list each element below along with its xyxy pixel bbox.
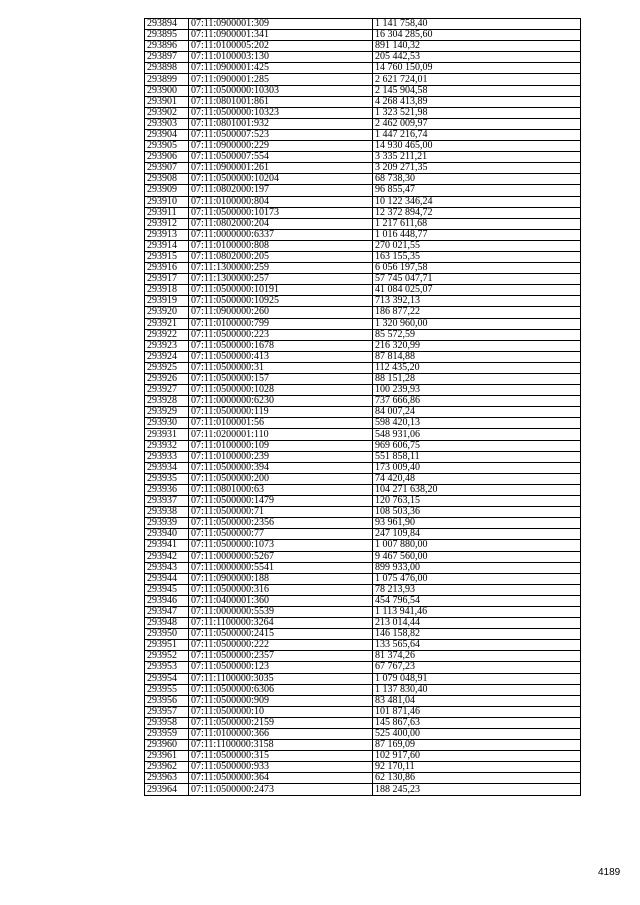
table-row (145, 85, 581, 96)
cadastral-number-cell: 07:11:0500007:523 (189, 129, 373, 140)
cadastral-number-cell: 07:11:0500000:77 (189, 529, 373, 540)
table-row (145, 296, 581, 307)
row-number-cell: 293899 (145, 74, 189, 85)
table-row (145, 573, 581, 584)
cadastral-value-cell: 1 079 048,91 (373, 673, 581, 684)
row-number-cell: 293900 (145, 85, 189, 96)
cadastral-value-cell: 62 130,86 (373, 773, 581, 784)
cadastral-value-cell: 9 467 560,00 (373, 551, 581, 562)
row-number-cell: 293931 (145, 429, 189, 440)
cadastral-number-cell: 07:11:0200001:110 (189, 429, 373, 440)
row-number-cell: 293901 (145, 96, 189, 107)
cadastral-number-cell: 07:11:1100000:3035 (189, 673, 373, 684)
cadastral-number-cell: 07:11:0500000:933 (189, 762, 373, 773)
table-row (145, 773, 581, 784)
cadastral-value-cell: 173 009,40 (373, 462, 581, 473)
cadastral-value-cell: 96 855,47 (373, 185, 581, 196)
table-row (145, 407, 581, 418)
cadastral-value-cell: 891 140,32 (373, 41, 581, 52)
row-number-cell: 293961 (145, 751, 189, 762)
table-row (145, 251, 581, 262)
cadastral-value-cell: 2 145 904,58 (373, 85, 581, 96)
table-row (145, 451, 581, 462)
table-row (145, 584, 581, 595)
cadastral-value-cell: 1 016 448,77 (373, 229, 581, 240)
cadastral-value-cell: 525 400,00 (373, 729, 581, 740)
cadastral-number-cell: 07:11:0500000:1678 (189, 340, 373, 351)
row-number-cell: 293906 (145, 152, 189, 163)
table-row (145, 263, 581, 274)
cadastral-value-cell: 163 155,35 (373, 251, 581, 262)
row-number-cell: 293928 (145, 396, 189, 407)
cadastral-value-cell: 2 621 724,01 (373, 74, 581, 85)
row-number-cell: 293953 (145, 662, 189, 673)
cadastral-number-cell: 07:11:0500000:6306 (189, 684, 373, 695)
cadastral-number-cell: 07:11:0500000:10204 (189, 174, 373, 185)
row-number-cell: 293939 (145, 518, 189, 529)
row-number-cell: 293925 (145, 362, 189, 373)
row-number-cell: 293958 (145, 717, 189, 728)
row-number-cell: 293951 (145, 640, 189, 651)
cadastral-value-cell: 145 867,63 (373, 717, 581, 728)
table-row (145, 551, 581, 562)
cadastral-value-cell: 112 435,20 (373, 362, 581, 373)
row-number-cell: 293941 (145, 540, 189, 551)
cadastral-value-cell: 3 209 271,35 (373, 163, 581, 174)
cadastral-value-cell: 16 304 285,60 (373, 30, 581, 41)
cadastral-number-cell: 07:11:0100000:109 (189, 440, 373, 451)
table-row (145, 96, 581, 107)
cadastral-value-cell: 87 814,88 (373, 351, 581, 362)
table-row (145, 640, 581, 651)
cadastral-number-cell: 07:11:0000000:6230 (189, 396, 373, 407)
cadastral-number-cell: 07:11:0801001:932 (189, 118, 373, 129)
row-number-cell: 293930 (145, 418, 189, 429)
table-row (145, 595, 581, 606)
row-number-cell: 293932 (145, 440, 189, 451)
table-row (145, 19, 581, 30)
cadastral-value-cell: 83 481,04 (373, 695, 581, 706)
cadastral-number-cell: 07:11:0500000:909 (189, 695, 373, 706)
table-row (145, 174, 581, 185)
cadastral-number-cell: 07:11:0802000:204 (189, 218, 373, 229)
cadastral-value-cell: 102 917,60 (373, 751, 581, 762)
cadastral-number-cell: 07:11:0801000:63 (189, 484, 373, 495)
cadastral-value-cell: 133 565,64 (373, 640, 581, 651)
cadastral-number-cell: 07:11:0000000:5539 (189, 606, 373, 617)
row-number-cell: 293923 (145, 340, 189, 351)
table-row (145, 185, 581, 196)
table-row (145, 540, 581, 551)
cadastral-value-cell: 205 442,53 (373, 52, 581, 63)
cadastral-value-cell: 6 056 197,58 (373, 263, 581, 274)
table-row (145, 629, 581, 640)
cadastral-number-cell: 07:11:0100000:239 (189, 451, 373, 462)
table-row (145, 107, 581, 118)
cadastral-value-cell: 87 169,09 (373, 740, 581, 751)
cadastral-number-cell: 07:11:0000000:6337 (189, 229, 373, 240)
table-row (145, 396, 581, 407)
row-number-cell: 293897 (145, 52, 189, 63)
row-number-cell: 293914 (145, 240, 189, 251)
table-row (145, 74, 581, 85)
table-row (145, 307, 581, 318)
table-row (145, 329, 581, 340)
cadastral-value-cell: 213 014,44 (373, 618, 581, 629)
row-number-cell: 293917 (145, 274, 189, 285)
row-number-cell: 293940 (145, 529, 189, 540)
table-row (145, 518, 581, 529)
row-number-cell: 293896 (145, 41, 189, 52)
cadastral-value-cell: 188 245,23 (373, 784, 581, 795)
cadastral-value-cell: 1 447 216,74 (373, 129, 581, 140)
cadastral-value-cell: 969 606,75 (373, 440, 581, 451)
table-row (145, 562, 581, 573)
cadastral-value-cell: 3 335 211,21 (373, 152, 581, 163)
row-number-cell: 293903 (145, 118, 189, 129)
table-row (145, 751, 581, 762)
table-row (145, 41, 581, 52)
row-number-cell: 293898 (145, 63, 189, 74)
cadastral-value-cell: 1 320 960,00 (373, 318, 581, 329)
row-number-cell: 293936 (145, 484, 189, 495)
cadastral-number-cell: 07:11:0100003:130 (189, 52, 373, 63)
row-number-cell: 293960 (145, 740, 189, 751)
cadastral-value-cell: 57 745 047,71 (373, 274, 581, 285)
row-number-cell: 293895 (145, 30, 189, 41)
cadastral-value-cell: 14 930 465,00 (373, 141, 581, 152)
table-body (145, 19, 581, 796)
row-number-cell: 293956 (145, 695, 189, 706)
cadastral-value-cell: 247 109,84 (373, 529, 581, 540)
cadastral-number-cell: 07:11:0500007:554 (189, 152, 373, 163)
table-row (145, 229, 581, 240)
table-row (145, 529, 581, 540)
cadastral-number-cell: 07:11:0500000:413 (189, 351, 373, 362)
row-number-cell: 293926 (145, 374, 189, 385)
cadastral-value-cell: 186 877,22 (373, 307, 581, 318)
cadastral-value-cell: 598 420,13 (373, 418, 581, 429)
table-row (145, 63, 581, 74)
row-number-cell: 293947 (145, 606, 189, 617)
cadastral-number-cell: 07:11:0500000:2356 (189, 518, 373, 529)
cadastral-value-cell: 93 961,90 (373, 518, 581, 529)
cadastral-value-cell: 104 271 638,20 (373, 484, 581, 495)
row-number-cell: 293922 (145, 329, 189, 340)
cadastral-value-cell: 78 213,93 (373, 584, 581, 595)
table-row (145, 129, 581, 140)
table-row (145, 706, 581, 717)
table-row (145, 207, 581, 218)
row-number-cell: 293924 (145, 351, 189, 362)
cadastral-number-cell: 07:11:0100000:804 (189, 196, 373, 207)
cadastral-number-cell: 07:11:1100000:3264 (189, 618, 373, 629)
cadastral-number-cell: 07:11:0500000:10173 (189, 207, 373, 218)
table-row (145, 152, 581, 163)
table-row (145, 473, 581, 484)
cadastral-value-cell: 1 323 521,98 (373, 107, 581, 118)
cadastral-value-cell: 454 796,54 (373, 595, 581, 606)
cadastral-number-cell: 07:11:0500000:157 (189, 374, 373, 385)
row-number-cell: 293927 (145, 385, 189, 396)
row-number-cell: 293918 (145, 285, 189, 296)
row-number-cell: 293945 (145, 584, 189, 595)
table-row (145, 496, 581, 507)
cadastral-number-cell: 07:11:0500000:31 (189, 362, 373, 373)
table-row (145, 440, 581, 451)
row-number-cell: 293894 (145, 19, 189, 30)
row-number-cell: 293963 (145, 773, 189, 784)
cadastral-number-cell: 07:11:0900000:229 (189, 141, 373, 152)
cadastral-number-cell: 07:11:0100000:799 (189, 318, 373, 329)
cadastral-value-cell: 1 113 941,46 (373, 606, 581, 617)
cadastral-value-cell: 216 320,99 (373, 340, 581, 351)
cadastral-number-cell: 07:11:0500000:2415 (189, 629, 373, 640)
cadastral-number-cell: 07:11:0500000:10 (189, 706, 373, 717)
table-row (145, 385, 581, 396)
cadastral-number-cell: 07:11:0500000:2357 (189, 651, 373, 662)
cadastral-number-cell: 07:11:0500000:315 (189, 751, 373, 762)
cadastral-value-cell: 551 858,11 (373, 451, 581, 462)
cadastral-value-cell: 1 217 611,68 (373, 218, 581, 229)
row-number-cell: 293911 (145, 207, 189, 218)
row-number-cell: 293910 (145, 196, 189, 207)
table-row (145, 141, 581, 152)
cadastral-number-cell: 07:11:0500000:119 (189, 407, 373, 418)
cadastral-number-cell: 07:11:0500000:394 (189, 462, 373, 473)
row-number-cell: 293942 (145, 551, 189, 562)
cadastral-number-cell: 07:11:0100000:366 (189, 729, 373, 740)
cadastral-number-cell: 07:11:0500000:316 (189, 584, 373, 595)
cadastral-number-cell: 07:11:0500000:71 (189, 507, 373, 518)
cadastral-value-cell: 1 007 880,00 (373, 540, 581, 551)
row-number-cell: 293921 (145, 318, 189, 329)
table-row (145, 351, 581, 362)
cadastral-value-cell: 67 767,23 (373, 662, 581, 673)
row-number-cell: 293962 (145, 762, 189, 773)
table-row (145, 717, 581, 728)
table-row (145, 695, 581, 706)
cadastral-value-cell: 108 503,36 (373, 507, 581, 518)
table-row (145, 374, 581, 385)
row-number-cell: 293948 (145, 618, 189, 629)
row-number-cell: 293909 (145, 185, 189, 196)
table-row (145, 30, 581, 41)
cadastral-number-cell: 07:11:0500000:1028 (189, 385, 373, 396)
cadastral-value-table (144, 18, 581, 796)
row-number-cell: 293937 (145, 496, 189, 507)
row-number-cell: 293943 (145, 562, 189, 573)
cadastral-value-cell: 68 738,30 (373, 174, 581, 185)
cadastral-number-cell: 07:11:0500000:364 (189, 773, 373, 784)
cadastral-number-cell: 07:11:1300000:259 (189, 263, 373, 274)
cadastral-number-cell: 07:11:0900001:425 (189, 63, 373, 74)
row-number-cell: 293908 (145, 174, 189, 185)
table-row (145, 651, 581, 662)
cadastral-number-cell: 07:11:0500000:200 (189, 473, 373, 484)
cadastral-value-cell: 10 122 346,24 (373, 196, 581, 207)
cadastral-number-cell: 07:11:0900001:261 (189, 163, 373, 174)
cadastral-number-cell: 07:11:0802000:205 (189, 251, 373, 262)
cadastral-number-cell: 07:11:0100000:808 (189, 240, 373, 251)
table-row (145, 484, 581, 495)
row-number-cell: 293955 (145, 684, 189, 695)
cadastral-number-cell: 07:11:0500000:2159 (189, 717, 373, 728)
cadastral-value-cell: 737 666,86 (373, 396, 581, 407)
row-number-cell: 293959 (145, 729, 189, 740)
cadastral-number-cell: 07:11:0900001:309 (189, 19, 373, 30)
cadastral-number-cell: 07:11:0801001:861 (189, 96, 373, 107)
row-number-cell: 293933 (145, 451, 189, 462)
cadastral-number-cell: 07:11:0900000:260 (189, 307, 373, 318)
row-number-cell: 293920 (145, 307, 189, 318)
cadastral-value-cell: 88 151,28 (373, 374, 581, 385)
cadastral-number-cell: 07:11:0500000:10925 (189, 296, 373, 307)
cadastral-number-cell: 07:11:1100000:3158 (189, 740, 373, 751)
cadastral-value-cell: 85 572,59 (373, 329, 581, 340)
cadastral-value-cell: 1 137 830,40 (373, 684, 581, 695)
table-row (145, 118, 581, 129)
table-row (145, 318, 581, 329)
row-number-cell: 293944 (145, 573, 189, 584)
cadastral-value-cell: 101 871,46 (373, 706, 581, 717)
cadastral-value-cell: 81 374,26 (373, 651, 581, 662)
cadastral-number-cell: 07:11:0900001:285 (189, 74, 373, 85)
cadastral-value-cell: 120 763,15 (373, 496, 581, 507)
cadastral-number-cell: 07:11:0500000:1479 (189, 496, 373, 507)
cadastral-number-cell: 07:11:0000000:5267 (189, 551, 373, 562)
cadastral-value-cell: 270 021,55 (373, 240, 581, 251)
table-row (145, 507, 581, 518)
table-row (145, 662, 581, 673)
cadastral-value-cell: 1 075 476,00 (373, 573, 581, 584)
cadastral-number-cell: 07:11:0400001:360 (189, 595, 373, 606)
cadastral-value-cell: 74 420,48 (373, 473, 581, 484)
cadastral-number-cell: 07:11:0500000:10303 (189, 85, 373, 96)
cadastral-number-cell: 07:11:0900000:188 (189, 573, 373, 584)
row-number-cell: 293938 (145, 507, 189, 518)
cadastral-number-cell: 07:11:0100001:56 (189, 418, 373, 429)
table-row (145, 163, 581, 174)
cadastral-number-cell: 07:11:0500000:223 (189, 329, 373, 340)
cadastral-number-cell: 07:11:0500000:2473 (189, 784, 373, 795)
table-row (145, 684, 581, 695)
table-row (145, 729, 581, 740)
cadastral-number-cell: 07:11:0500000:123 (189, 662, 373, 673)
table-row (145, 285, 581, 296)
cadastral-number-cell: 07:11:0802000:197 (189, 185, 373, 196)
table-row (145, 52, 581, 63)
table-row (145, 274, 581, 285)
table-row (145, 418, 581, 429)
row-number-cell: 293904 (145, 129, 189, 140)
row-number-cell: 293915 (145, 251, 189, 262)
row-number-cell: 293912 (145, 218, 189, 229)
table-row (145, 240, 581, 251)
cadastral-number-cell: 07:11:0500000:10323 (189, 107, 373, 118)
cadastral-number-cell: 07:11:0000000:5541 (189, 562, 373, 573)
cadastral-number-cell: 07:11:0500000:222 (189, 640, 373, 651)
table-row (145, 462, 581, 473)
cadastral-value-cell: 713 392,13 (373, 296, 581, 307)
cadastral-value-cell: 12 372 894,72 (373, 207, 581, 218)
row-number-cell: 293946 (145, 595, 189, 606)
cadastral-value-cell: 2 462 009,97 (373, 118, 581, 129)
row-number-cell: 293913 (145, 229, 189, 240)
row-number-cell: 293916 (145, 263, 189, 274)
page-number: 4189 (598, 867, 621, 878)
cadastral-number-cell: 07:11:0100005:202 (189, 41, 373, 52)
table-row (145, 673, 581, 684)
cadastral-value-cell: 41 084 025,07 (373, 285, 581, 296)
table-row (145, 762, 581, 773)
row-number-cell: 293954 (145, 673, 189, 684)
row-number-cell: 293964 (145, 784, 189, 795)
table-row (145, 606, 581, 617)
row-number-cell: 293957 (145, 706, 189, 717)
table-row (145, 740, 581, 751)
table-row (145, 196, 581, 207)
cadastral-value-cell: 84 007,24 (373, 407, 581, 418)
cadastral-number-cell: 07:11:0500000:10191 (189, 285, 373, 296)
cadastral-number-cell: 07:11:1300000:257 (189, 274, 373, 285)
row-number-cell: 293929 (145, 407, 189, 418)
table-row (145, 362, 581, 373)
row-number-cell: 293902 (145, 107, 189, 118)
cadastral-value-cell: 899 933,00 (373, 562, 581, 573)
cadastral-value-cell: 1 141 758,40 (373, 19, 581, 30)
row-number-cell: 293952 (145, 651, 189, 662)
cadastral-value-cell: 92 170,11 (373, 762, 581, 773)
row-number-cell: 293905 (145, 141, 189, 152)
cadastral-value-cell: 4 268 413,89 (373, 96, 581, 107)
table-row (145, 218, 581, 229)
cadastral-value-cell: 14 760 150,09 (373, 63, 581, 74)
row-number-cell: 293907 (145, 163, 189, 174)
table-row (145, 429, 581, 440)
cadastral-number-cell: 07:11:0500000:1073 (189, 540, 373, 551)
table-row (145, 618, 581, 629)
table-row (145, 784, 581, 795)
cadastral-value-cell: 100 239,93 (373, 385, 581, 396)
cadastral-value-cell: 548 931,06 (373, 429, 581, 440)
row-number-cell: 293950 (145, 629, 189, 640)
cadastral-value-cell: 146 158,82 (373, 629, 581, 640)
row-number-cell: 293935 (145, 473, 189, 484)
cadastral-number-cell: 07:11:0900001:341 (189, 30, 373, 41)
table-row (145, 340, 581, 351)
row-number-cell: 293934 (145, 462, 189, 473)
row-number-cell: 293919 (145, 296, 189, 307)
